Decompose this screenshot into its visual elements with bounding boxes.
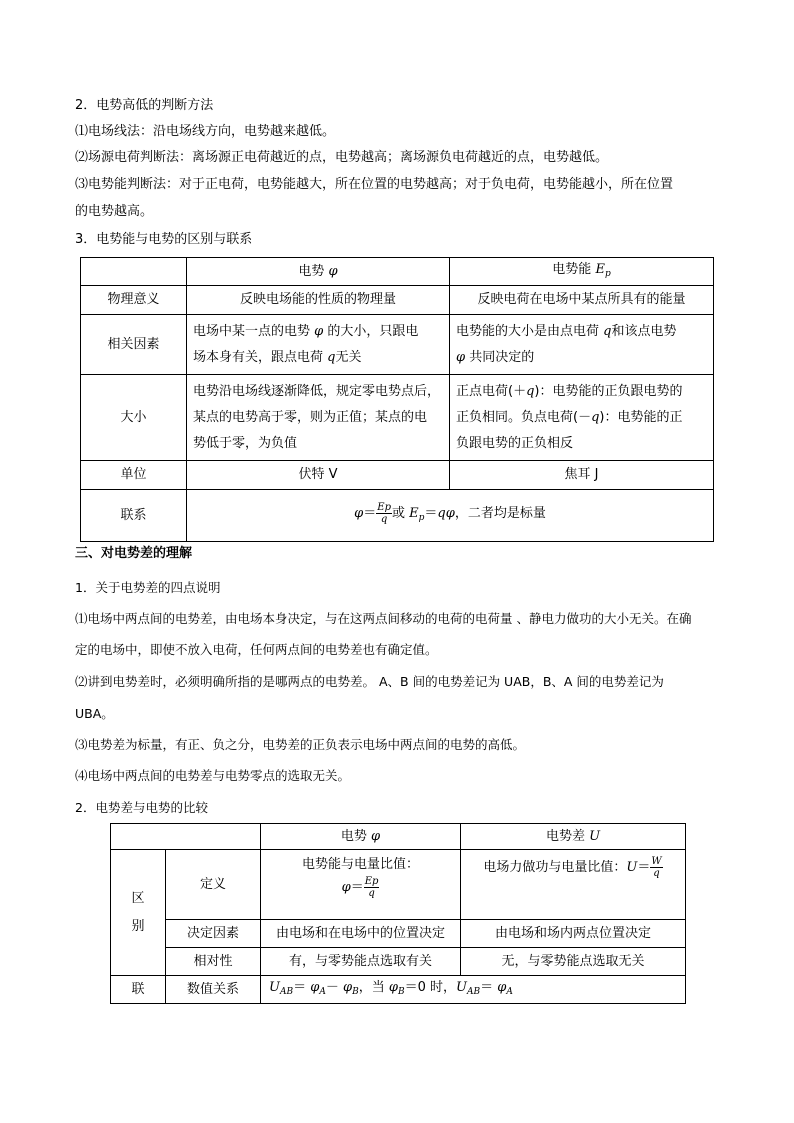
paragraph-line: ⑶电势能判断法：对于正电荷，电势能越大，所在位置的电势越高；对于负电荷，电势能越小，所在位置: [75, 177, 674, 192]
row-label: 物理意义: [81, 286, 187, 315]
table-cell: 电势能的大小是由点电荷 q和该点电势 φ 共同决定的: [450, 315, 714, 375]
row-group-label: 区 别: [111, 850, 166, 976]
table-header-empty: [81, 258, 187, 286]
table-header-row: [111, 824, 686, 850]
paragraph-line: 的电势越高。: [75, 204, 154, 219]
table-row: [111, 920, 686, 948]
table-row: [81, 461, 714, 490]
table-header-potential-energy: 电势能 $E_p$: [450, 258, 714, 286]
subsection-heading: 1．关于电势差的四点说明: [75, 580, 221, 595]
section-heading: 三、对电势差的理解: [75, 546, 193, 561]
fraction: $\frac{W}{q}$: [651, 856, 662, 879]
paragraph-line: UBA。: [75, 706, 114, 721]
table-row: [81, 490, 714, 542]
relation-formula: φ＝ $\frac{Ep}{q}$ 或 $E_p=q\varphi$，二者均是标量: [187, 490, 714, 542]
section-heading: 2．电势高低的判断方法: [75, 98, 214, 113]
paragraph-line: ⑴电场中两点间的电势差，由电场本身决定，与在这两点间移动的电荷的电荷量 、静电力做功的大小无关。在确: [75, 611, 692, 626]
table-row: [81, 286, 714, 315]
table-cell: 由电场和在电场中的位置决定: [261, 920, 461, 948]
row-label: 联系: [81, 490, 187, 542]
paragraph-line: ⑴电场线法：沿电场线方向，电势越来越低。: [75, 124, 336, 139]
table-cell: 电场中某一点的电势 φ 的大小，只跟电 场本身有关，跟点电荷 q无关: [187, 315, 450, 375]
table-row: [111, 976, 686, 1004]
table-row: [111, 850, 686, 920]
table-cell: 反映电荷在电场中某点所具有的能量: [450, 286, 714, 315]
definition-cell: 电场力做功与电量比值：U＝ $\frac{W}{q}$: [461, 850, 686, 920]
table-cell: 反映电场能的性质的物理量: [187, 286, 450, 315]
table-cell: 焦耳 J: [450, 461, 714, 490]
row-label: 数值关系: [166, 976, 261, 1004]
table-row: [81, 375, 714, 461]
subsection-heading: 2．电势差与电势的比较: [75, 800, 208, 815]
table-cell: 正点电荷(＋q)：电势能的正负跟电势的 正负相同。负点电荷(－q)：电势能的正 负跟电势的正负相反: [450, 375, 714, 461]
numeric-relation-formula: $U_{AB}= \varphi_A- \varphi_B$，当 $\varphi_B=0$ 时，$U_{AB}= \varphi_A$: [261, 976, 686, 1004]
row-label: 定义: [166, 850, 261, 920]
comparison-table-energy-potential: [80, 257, 714, 542]
table-header-potential-difference: 电势差 U: [461, 824, 686, 850]
table-cell: 由电场和场内两点位置决定: [461, 920, 686, 948]
fraction: $\frac{Ep}{q}$: [364, 876, 379, 899]
definition-cell: 电势能与电量比值： φ＝ $\frac{Ep}{q}$: [261, 850, 461, 920]
table-cell: 电势沿电场线逐渐降低，规定零电势点后， 某点的电势高于零，则为正值；某点的电 势低于零，为负值: [187, 375, 450, 461]
table-cell: 伏特 V: [187, 461, 450, 490]
row-group-label: 联: [111, 976, 166, 1004]
table-row: [111, 948, 686, 976]
row-label: 决定因素: [166, 920, 261, 948]
paragraph-line: 定的电场中，即使不放入电荷，任何两点间的电势差也有确定值。: [75, 642, 438, 657]
row-label: 单位: [81, 461, 187, 490]
row-label: 相关因素: [81, 315, 187, 375]
table-header-empty: [111, 824, 261, 850]
table-row: [81, 315, 714, 375]
row-label: 大小: [81, 375, 187, 461]
row-label: 相对性: [166, 948, 261, 976]
table-cell: 有，与零势能点选取有关: [261, 948, 461, 976]
table-header-potential: 电势 φ: [261, 824, 461, 850]
table-header-row: [81, 258, 714, 286]
paragraph-line: ⑵讲到电势差时，必须明确所指的是哪两点的电势差。 A、B 间的电势差记为 UAB，B、A 间的电势差记为: [75, 674, 664, 689]
section-heading: 3．电势能与电势的区别与联系: [75, 232, 253, 247]
paragraph-line: ⑵场源电荷判断法：离场源正电荷越近的点，电势越高；离场源负电荷越近的点，电势越低。: [75, 150, 609, 165]
fraction: $\frac{Ep}{q}$: [377, 502, 391, 525]
table-header-potential: 电势 φ: [187, 258, 450, 286]
comparison-table-potential-difference: [110, 823, 686, 1004]
table-cell: 无，与零势能点选取无关: [461, 948, 686, 976]
paragraph-line: ⑷电场中两点间的电势差与电势零点的选取无关。: [75, 768, 351, 783]
paragraph-line: ⑶电势差为标量，有正、负之分，电势差的正负表示电场中两点间的电势的高低。: [75, 737, 526, 752]
